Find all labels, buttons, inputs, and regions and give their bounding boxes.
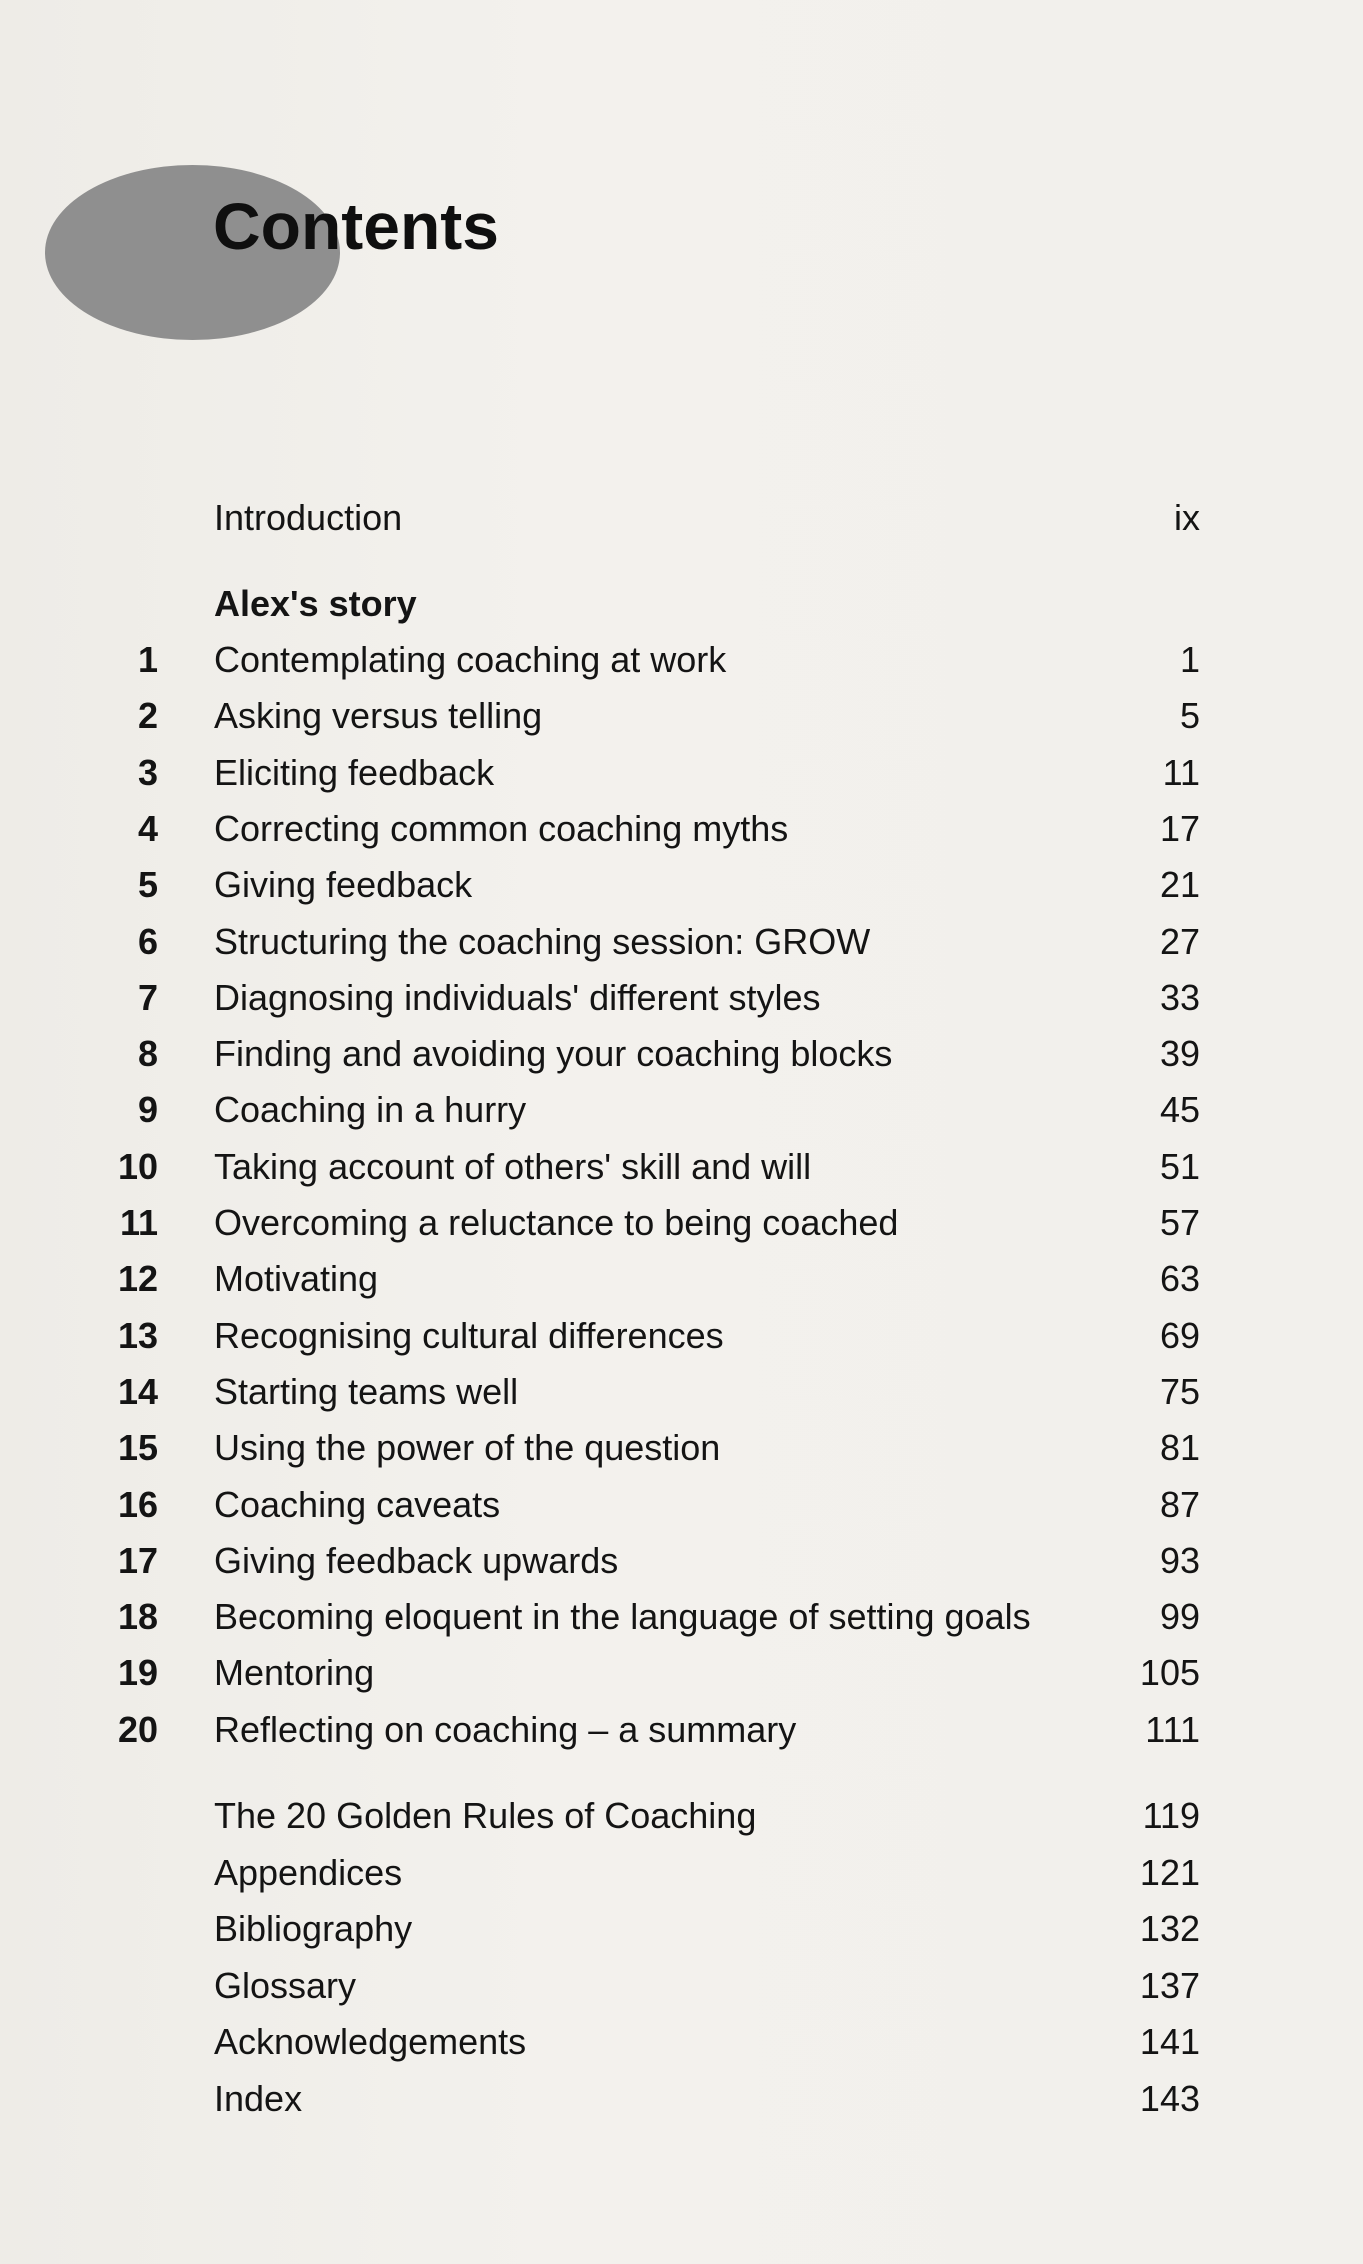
toc-back-matter-row[interactable] — [0, 1788, 1363, 1844]
toc-back-matter-row[interactable] — [0, 1958, 1363, 2014]
toc-chapter-row[interactable] — [0, 801, 1363, 857]
chapter-number: 6 — [137, 920, 158, 962]
chapter-title: Finding and avoiding your coaching blocks — [214, 1033, 893, 1075]
chapter-title: Using the power of the question — [214, 1427, 721, 1469]
toc-back-matter-row[interactable] — [0, 2071, 1363, 2127]
toc-chapter-row[interactable] — [0, 1139, 1363, 1195]
chapter-page-number: 111 — [1145, 1708, 1200, 1750]
chapter-title: Mentoring — [214, 1652, 375, 1694]
back-matter-title: Acknowledgements — [214, 2021, 527, 2062]
chapter-page-number: 39 — [1159, 1033, 1200, 1075]
chapter-page-number: 51 — [1159, 1145, 1200, 1187]
chapter-number: 8 — [137, 1033, 158, 1075]
chapter-page-number: 105 — [1139, 1652, 1200, 1694]
chapter-title: Overcoming a reluctance to being coached — [214, 1202, 899, 1243]
chapter-title: Becoming eloquent in the language of setting goals — [214, 1596, 1031, 1638]
chapter-page-number: 11 — [1162, 751, 1200, 793]
back-matter-page-number: 119 — [1142, 1795, 1200, 1836]
toc-chapter-row[interactable] — [0, 688, 1363, 744]
back-matter-page-number: 132 — [1139, 1908, 1200, 1949]
chapter-page-number: 33 — [1159, 976, 1200, 1018]
toc-chapter-row[interactable] — [0, 1251, 1363, 1307]
chapter-title: Motivating — [214, 1258, 379, 1300]
chapter-page-number: 21 — [1159, 864, 1200, 906]
toc-chapter-row[interactable] — [0, 970, 1363, 1026]
chapter-number: 4 — [137, 807, 158, 849]
chapter-number: 11 — [119, 1202, 158, 1243]
chapter-number: 19 — [117, 1652, 158, 1694]
section-heading — [0, 576, 1363, 632]
chapter-page-number: 87 — [1159, 1483, 1200, 1525]
chapter-number: 14 — [117, 1370, 158, 1412]
back-matter-title: Bibliography — [214, 1908, 413, 1949]
toc-chapter-row[interactable] — [0, 857, 1363, 913]
toc-chapter-row[interactable] — [0, 1645, 1363, 1701]
chapter-page-number: 69 — [1159, 1314, 1200, 1356]
chapter-number: 2 — [137, 695, 158, 737]
chapter-title: Correcting common coaching myths — [214, 807, 789, 849]
chapter-title: Contemplating coaching at work — [214, 639, 727, 680]
chapter-page-number: 81 — [1159, 1427, 1200, 1469]
toc-chapter-row[interactable] — [0, 1308, 1363, 1364]
chapter-number: 16 — [117, 1483, 158, 1525]
chapter-title: Eliciting feedback — [214, 751, 495, 793]
toc-chapter-row[interactable] — [0, 1082, 1363, 1138]
page-title: Contents — [213, 189, 499, 263]
toc-chapter-row[interactable] — [0, 1589, 1363, 1645]
chapter-number: 9 — [137, 1089, 158, 1131]
chapter-page-number: 27 — [1159, 920, 1200, 962]
chapter-title: Taking account of others' skill and will — [214, 1145, 812, 1187]
chapter-title: Giving feedback — [214, 864, 473, 906]
chapter-title: Asking versus telling — [214, 695, 543, 737]
back-matter-title: Index — [214, 2077, 303, 2119]
back-matter-page-number: 137 — [1139, 1964, 1200, 2006]
toc-back-matter-row[interactable] — [0, 1845, 1363, 1901]
chapter-number: 13 — [117, 1314, 158, 1356]
toc-chapter-row[interactable] — [0, 1702, 1363, 1758]
toc-entry-label: Introduction — [214, 497, 403, 538]
chapter-number: 17 — [117, 1539, 158, 1581]
chapter-title: Reflecting on coaching – a summary — [214, 1708, 797, 1750]
chapter-page-number: 63 — [1159, 1258, 1200, 1300]
chapter-title: Coaching caveats — [214, 1483, 501, 1525]
chapter-page-number: 17 — [1159, 807, 1200, 849]
chapter-number: 5 — [137, 864, 158, 906]
toc-chapter-row[interactable] — [0, 745, 1363, 801]
toc-chapter-row[interactable] — [0, 632, 1363, 688]
toc-entry-introduction[interactable] — [0, 490, 1363, 546]
toc-chapter-row[interactable] — [0, 1026, 1363, 1082]
chapter-title: Recognising cultural differences — [214, 1314, 724, 1356]
chapter-number: 15 — [117, 1427, 158, 1469]
toc-chapter-row[interactable] — [0, 914, 1363, 970]
chapter-number: 18 — [117, 1596, 158, 1638]
chapter-number: 12 — [117, 1258, 158, 1300]
chapter-page-number: 45 — [1159, 1089, 1200, 1131]
back-matter-title: The 20 Golden Rules of Coaching — [214, 1795, 757, 1836]
chapter-page-number: 5 — [1179, 695, 1200, 737]
chapter-page-number: 99 — [1159, 1596, 1200, 1638]
toc-entry-page: ix — [1174, 497, 1200, 538]
back-matter-page-number: 141 — [1139, 2021, 1200, 2062]
back-matter-title: Glossary — [214, 1964, 357, 2006]
section-heading-label: Alex's story — [214, 583, 417, 624]
chapter-title: Diagnosing individuals' different styles — [214, 976, 821, 1018]
toc-chapter-row[interactable] — [0, 1364, 1363, 1420]
toc-chapter-row[interactable] — [0, 1195, 1363, 1251]
back-matter-page-number: 143 — [1139, 2077, 1200, 2119]
toc-chapter-row[interactable] — [0, 1533, 1363, 1589]
chapter-number: 10 — [117, 1145, 158, 1187]
chapter-page-number: 93 — [1159, 1539, 1200, 1581]
chapter-page-number: 57 — [1159, 1202, 1200, 1243]
chapter-number: 20 — [117, 1708, 158, 1750]
chapter-number: 1 — [137, 639, 158, 680]
chapter-number: 3 — [137, 751, 158, 793]
chapter-page-number: 1 — [1179, 639, 1200, 680]
chapter-page-number: 75 — [1159, 1370, 1200, 1412]
chapter-title: Structuring the coaching session: GROW — [214, 920, 871, 962]
chapter-title: Starting teams well — [214, 1370, 519, 1412]
toc-chapter-row[interactable] — [0, 1477, 1363, 1533]
back-matter-title: Appendices — [214, 1851, 403, 1893]
chapter-title: Coaching in a hurry — [214, 1089, 527, 1131]
chapter-number: 7 — [137, 976, 158, 1018]
toc-chapter-row[interactable] — [0, 1420, 1363, 1476]
chapter-title: Giving feedback upwards — [214, 1539, 619, 1581]
toc-back-matter-row[interactable] — [0, 1901, 1363, 1957]
toc-back-matter-row[interactable] — [0, 2014, 1363, 2070]
back-matter-page-number: 121 — [1139, 1851, 1200, 1893]
